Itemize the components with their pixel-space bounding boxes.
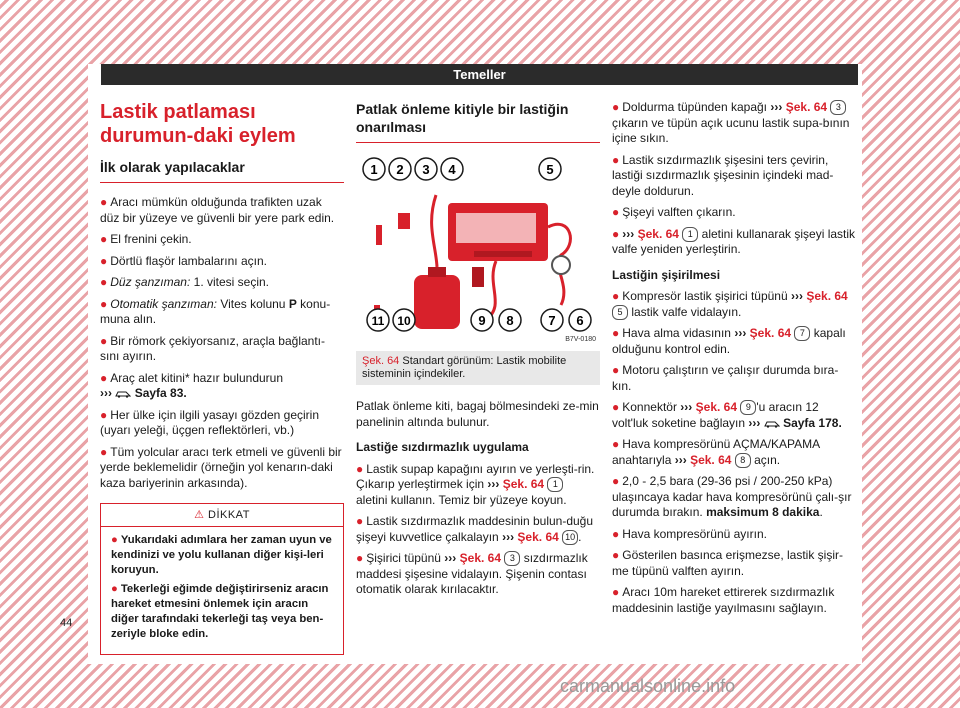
valve-tool xyxy=(376,225,382,245)
bullet-icon: ● xyxy=(356,461,364,476)
bullet-icon: ● xyxy=(356,551,364,565)
bullet-icon: ● xyxy=(100,333,108,348)
page-link-178[interactable]: Sayfa 178. xyxy=(783,415,842,430)
bullet-icon: ● xyxy=(612,474,620,488)
list-item: ● Motoru çalıştırın ve çalışır durumda bıra-kın. xyxy=(612,363,839,393)
bullet-icon: ● xyxy=(612,400,620,414)
subheading-sealant: Lastiğe sızdırmazlık uygulama xyxy=(356,440,529,454)
watermark-text: carmanualsonline.info xyxy=(560,676,736,696)
section-heading-repair-kit: Patlak önleme kitiyle bir lastiğin onarılması xyxy=(356,100,600,143)
figure-caption: Şek. 64 Standart görünüm: Lastik mobilite sisteminin içindekiler. xyxy=(356,351,600,385)
figure-reference-link[interactable]: Şek. 64 xyxy=(459,551,502,565)
list-item: ● ››› Şek. 64 1 aletini kullanarak şişeyi lastik valfe yeniden yerleştirin. xyxy=(612,226,856,256)
list-item: ● Aracı 10m hareket ettirerek sızdırmazlık maddesinin lastiğe yayılmasını sağlayın. xyxy=(612,585,835,615)
figure-reference-link[interactable]: Şek. 64 xyxy=(690,452,732,467)
list-item: ● Şişirici tüpünü ››› Şek. 64 3 sızdırmazlık maddesi şişesine vidalayın. Şişenin contası otomatik olarak kırılacaktır. xyxy=(356,551,588,596)
list-item: ● Tekerleği eğimde değiştirirseniz aracın hareket etmesini önlemek için aracın diğer tarafındaki tekerleği taş veya ben-zeriyle bloke edin. xyxy=(111,583,329,640)
repair-kit-illustration xyxy=(356,155,600,345)
figure-label: 8 xyxy=(506,313,514,328)
bullet-icon: ● xyxy=(100,232,108,246)
list-item: ● Şişeyi valften çıkarın. xyxy=(612,205,736,219)
list-item: ● Otomatik şanzıman: Vites kolunu P konu-muna alın. xyxy=(100,296,331,326)
warning-body xyxy=(101,533,343,642)
list-item: ● Kompresör lastik şişirici tüpünü ››› Şek. 64 5 lastik valfe vidalayın. xyxy=(612,289,848,319)
callout-number: 3 xyxy=(830,100,846,115)
bullet-icon: ● xyxy=(612,548,620,562)
bullet-icon: ● xyxy=(356,514,364,528)
figure-label: 9 xyxy=(478,313,486,328)
plug-connector xyxy=(472,267,484,287)
filling-tube xyxy=(432,195,437,267)
list-item: ● Doldurma tüpünden kapağı ››› Şek. 64 3 çıkarın ve tüpün açık ucunu lastik supa-bının içine sıkın. xyxy=(612,100,850,145)
list-item: ● El frenini çekin. xyxy=(100,232,192,246)
callout-number: 10 xyxy=(562,530,578,545)
bullet-icon: ● xyxy=(612,152,620,167)
list-item: ● Bir römork çekiyorsanız, araçla bağlantı-sını ayırın. xyxy=(100,333,325,363)
kit-figure-svg xyxy=(356,155,600,345)
compressor-label xyxy=(456,213,536,243)
bullet-icon: ● xyxy=(612,363,620,377)
figure-code: B7V-0180 xyxy=(565,336,596,343)
list-item: ● Hava kompresörünü AÇMA/KAPAMA anahtarıyla ››› Şek. 64 8 açın. xyxy=(612,437,820,467)
callout-number: 9 xyxy=(740,400,756,415)
callout-number: 7 xyxy=(794,326,810,341)
list-item: ● Hava alma vidasının ››› Şek. 64 7 kapalı olduğunu kontrol edin. xyxy=(612,326,846,356)
list-item: ● Her ülke için ilgili yasayı gözden geçirin (uyarı yeleği, üçgen reflektörleri, vb.) xyxy=(100,407,320,437)
bullet-icon: ● xyxy=(100,275,108,289)
callout-number: 1 xyxy=(682,227,698,242)
figure-top-labels xyxy=(363,158,561,180)
bullet-icon: ● xyxy=(100,195,108,209)
figure-reference-link[interactable]: Şek. 64 xyxy=(806,289,848,303)
list-item: ● Aracı mümkün olduğunda trafikten uzak düz bir yüzeye ve güvenli bir yere park edin. xyxy=(100,195,335,225)
list-item: ● Yukarıdaki adımlara her zaman uyun ve kendinizi ve yolu kullanan diğer kişi-leri koruyun. xyxy=(111,534,332,576)
figure-reference-link[interactable]: Şek. 64 xyxy=(749,326,792,340)
figure-reference-link[interactable]: Şek. 64 xyxy=(695,400,738,414)
bullet-icon: ● xyxy=(111,534,118,546)
list-item: ● Gösterilen basınca erişmezse, lastik şişir-me tüpünü valften ayırın. xyxy=(612,548,843,578)
figure-reference-link[interactable]: Şek. 64 xyxy=(502,477,545,491)
sealant-bottle xyxy=(414,275,460,329)
figure-label: 11 xyxy=(371,314,385,328)
list-item: ● 2,0 - 2,5 bara (29-36 psi / 200-250 kPa) ulaşıncaya kadar hava kompresörünü çalı-şır durumda bırakın. maksimum 8 dakika. xyxy=(612,474,852,519)
list-item: ● Tüm yolcular aracı terk etmeli ve güvenli bir yerde beklemelidir (örneğin yol kenarın-daki kaza bariyerinin arkasında). xyxy=(100,444,342,490)
column-middle xyxy=(356,100,600,604)
warning-header: ⚠ DİKKAT xyxy=(101,504,343,527)
figure-label: 10 xyxy=(397,314,411,328)
figure-label: 7 xyxy=(548,313,556,328)
bullet-icon: ● xyxy=(612,585,620,599)
page-link-83[interactable]: Sayfa 83. xyxy=(134,386,187,400)
figure-bottom-labels xyxy=(367,309,591,331)
figure-label: 4 xyxy=(448,162,456,177)
page-number: 44 xyxy=(60,617,73,629)
list-item: ● Lastik sızdırmazlık maddesinin bulun-duğu şişeyi kuvvetlice çalkalayın ››› Şek. 64 10 . xyxy=(356,514,594,544)
bullet-icon: ● xyxy=(100,296,108,311)
intro-paragraph: Patlak önleme kiti, bagaj bölmesindeki ze-min panelinin altında bulunur. xyxy=(356,399,599,429)
figure-reference-link[interactable]: Şek. 64 xyxy=(637,226,679,241)
callout-number: 5 xyxy=(612,305,628,320)
figure-reference-link[interactable]: Şek. 64 xyxy=(517,529,559,544)
bullet-icon: ● xyxy=(612,226,620,241)
column-right xyxy=(612,100,856,622)
list-item: ● Lastik sızdırmazlık şişesini ters çevirin, lastiği sızdırmazlık şişesinin içindeki mad-deyle doldurun. xyxy=(612,152,834,198)
warning-triangle-icon: ⚠ xyxy=(194,509,205,521)
callout-number: 8 xyxy=(735,453,751,468)
bullet-icon: ● xyxy=(111,583,118,595)
list-item: ● Lastik supap kapağını ayırın ve yerleşti-rin. Çıkarıp yerleştirmek için ››› Şek. 64 1 aletini kullanın. Temiz bir yüzeye koyun. xyxy=(356,461,595,507)
car-tool-icon xyxy=(115,388,131,398)
figure-reference-link[interactable]: Şek. 64 xyxy=(785,100,828,114)
bullet-icon: ● xyxy=(100,253,108,268)
header-bar: Temeller xyxy=(101,64,858,85)
bullet-icon: ● xyxy=(612,100,620,114)
list-item: ● Hava kompresörünü ayırın. xyxy=(612,526,767,541)
bullet-icon: ● xyxy=(100,407,108,422)
page-title: Lastik patlaması durumun-daki eylem xyxy=(100,101,296,147)
list-item: ● Düz şanzıman: 1. vitesi seçin. xyxy=(100,275,270,289)
bullet-icon: ● xyxy=(612,437,620,451)
bottle-cap xyxy=(428,267,446,277)
pressure-gauge xyxy=(552,256,570,274)
figure-label: 6 xyxy=(576,313,584,328)
bullet-icon: ● xyxy=(612,326,620,340)
figure-label: 5 xyxy=(546,162,554,177)
figure-label: 3 xyxy=(422,162,430,177)
car-tool-icon xyxy=(764,418,780,428)
list-item: ● Dörtlü flaşör lambalarını açın. xyxy=(100,253,267,268)
column-left xyxy=(100,100,344,655)
figure-label: 1 xyxy=(370,162,378,177)
bullet-icon: ● xyxy=(612,205,620,219)
bullet-icon: ● xyxy=(100,444,108,459)
bullet-icon: ● xyxy=(612,289,620,303)
compressor-base xyxy=(474,251,532,257)
speed-sticker xyxy=(398,213,410,229)
subheading-inflation: Lastiğin şişirilmesi xyxy=(612,267,721,282)
list-item: ● Araç alet kitini* hazır bulundurun ››› Sayfa 83. xyxy=(100,370,284,400)
bullet-icon: ● xyxy=(100,370,108,385)
figure-label: 2 xyxy=(396,162,404,177)
section-heading-first-steps: İlk olarak yapılacaklar xyxy=(100,158,344,183)
callout-number: 1 xyxy=(547,477,563,492)
warning-box xyxy=(100,503,344,655)
bullet-icon: ● xyxy=(612,526,620,541)
list-item: ● Konnektör ››› Şek. 64 9 'u aracın 12 volt'luk soketine bağlayın ››› Sayfa 178. xyxy=(612,400,842,430)
callout-number: 3 xyxy=(504,551,520,566)
